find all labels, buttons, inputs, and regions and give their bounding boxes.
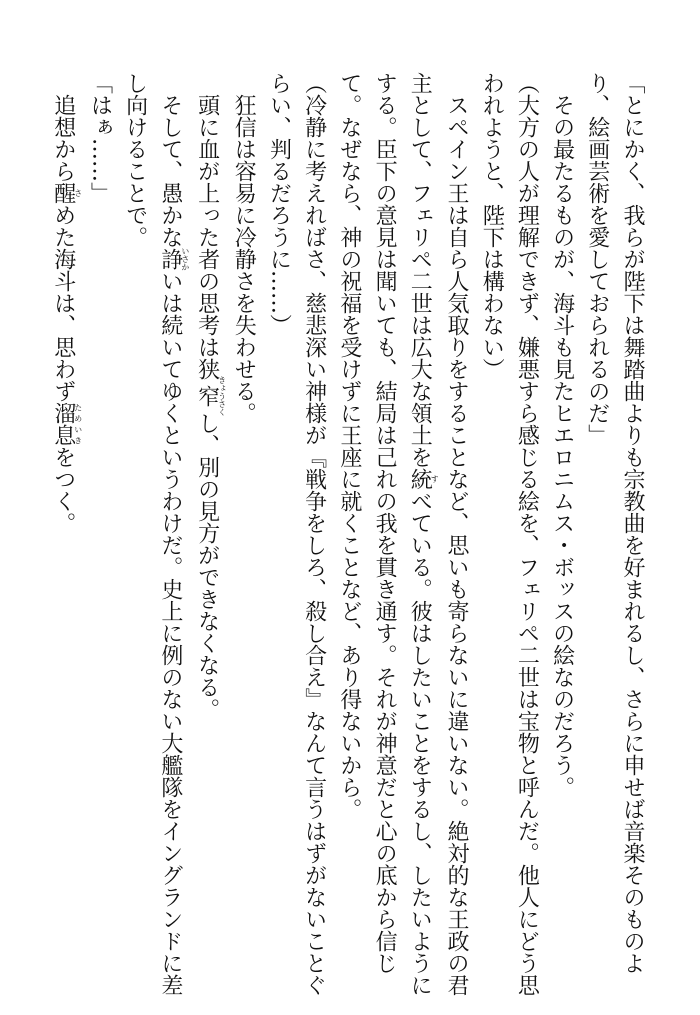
text-segment: そして、愚かな [157, 72, 183, 248]
text-line: その最たるものが、海斗も見たヒエロニムス・ボッスの絵なのだろう。 [549, 72, 575, 798]
text-line: らい、判るだろうに……） [266, 72, 292, 336]
text-segment: し、別の見方ができなくなる。 [194, 412, 220, 720]
text-line-with-ruby [46, 72, 83, 972]
text-line: 狂信は容易に冷静さを失わせる。 [231, 72, 257, 424]
ruby-base: 窄 [194, 376, 220, 416]
ruby-base: 醒 [50, 182, 76, 204]
ruby-reading: いさか [180, 247, 190, 271]
text-line: り、絵画芸術を愛しておられるのだ」 [584, 72, 610, 446]
text-segment: いは続いてゆくというわけだ。史上に例のない大艦隊をイングランドに差 [157, 270, 183, 996]
text-line: （大方の人が理解できず、嫌悪すら感じる絵を、フェリペ二世は宝物と呼んだ。他人にどう思 [514, 72, 540, 996]
text-line: われようと、陛下は構わない） [479, 72, 505, 380]
ruby-reading: きょうさく [217, 376, 227, 416]
text-line: 「はぁ……」 [87, 72, 113, 204]
ruby-base: 溜息 [50, 402, 76, 446]
text-line-with-ruby [402, 72, 440, 996]
text-line: 「とにかく、我らが陛下は舞踏曲よりも宗教曲を好まれるし、さらに申せば音楽そのものよ [620, 72, 645, 974]
text-segment: をつく。 [50, 446, 76, 534]
ruby-same [50, 182, 83, 204]
ruby-reading: さ [73, 182, 83, 204]
ruby-reading: ためいき [73, 402, 83, 446]
ruby-base: 諍 [157, 247, 183, 271]
text-segment: 追想から [50, 72, 76, 182]
text-segment: 頭に血が上った者の思考は狭 [194, 72, 220, 380]
ruby-sube [407, 468, 440, 490]
text-line: し向けることで。 [122, 72, 148, 248]
text-line: する。臣下の意見は聞いても、結局は己れの我を貫き通す。それが神意だと心の底から信じ [372, 72, 398, 974]
ruby-isakai [157, 247, 190, 271]
text-line-with-ruby [189, 72, 226, 972]
ruby-kyousaku [194, 376, 227, 416]
text-segment: 主として、フェリペ二世は広大な領土を [407, 72, 433, 468]
ruby-base: 統 [407, 468, 433, 490]
ruby-tameiki [50, 402, 83, 446]
text-line: て。なぜなら、神の祝福を受けずに王座に就くことなど、あり得ないから。 [336, 72, 362, 820]
vertical-text-body [46, 72, 650, 996]
text-segment: べている。彼はしたいことをするし、したいように [407, 490, 433, 996]
text-segment: めた海斗は、思わず [50, 204, 76, 402]
text-line: （冷静に考えればさ、慈悲深い神様が『戦争をしろ、殺し合え』なんて言うはずがないことぐ [301, 72, 327, 996]
text-line-with-ruby [153, 72, 190, 996]
text-line: スペイン王は自ら人気取りをすることなど、思いも寄らないに違いない。絶対的な王政の君 [443, 72, 469, 996]
ruby-reading: す [430, 468, 440, 490]
